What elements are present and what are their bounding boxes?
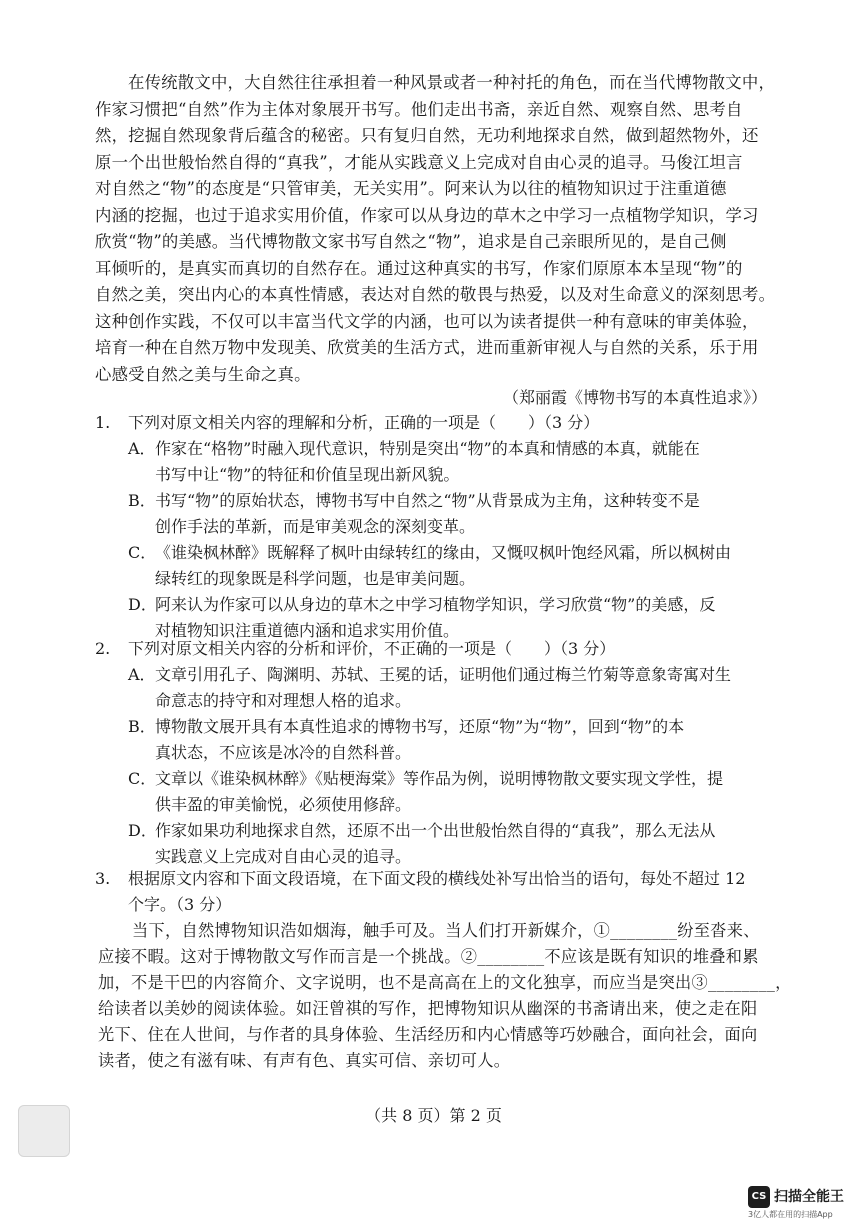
scanner-watermark [748, 1182, 858, 1222]
passage-line: 自然之美，突出内心的本真性情感，表达对自然的敬畏与热爱，以及对生命意义的深刻思考。 [95, 285, 776, 304]
option-text: 创作手法的革新，而是审美观念的深刻变革。 [155, 517, 476, 536]
option-label: B． [128, 491, 156, 510]
context-line: 读者，使之有滋有味、有声有色、真实可信、亲切可人。 [98, 1051, 511, 1070]
question-stem: 下列对原文相关内容的分析和评价，不正确的一项是（ ）（3 分） [128, 639, 616, 658]
passage-line: 心感受自然之美与生命之真。 [95, 364, 311, 384]
passage-line: 在传统散文中，大自然往往承担着一种风景或者一种衬托的角色，而在当代博物散文中， [128, 73, 776, 92]
watermark-subtitle: 3亿人都在用的扫描App [748, 1210, 833, 1219]
option-text: 博物散文展开具有本真性追求的博物书写，还原“物”为“物”，回到“物”的本 [155, 717, 685, 736]
context-line: 光下、住在人世间，与作者的具身体验、生活经历和内心情感等巧妙融合，面向社会，面向 [98, 1025, 758, 1044]
context-line: 加，不是干巴的内容简介、文字说明，也不是高高在上的文化独享，而应当是突出③________， [98, 973, 792, 992]
option-label: D． [128, 821, 157, 840]
passage-line: 这种创作实践，不仅可以丰富当代文学的内涵，也可以为读者提供一种有意味的审美体验， [95, 311, 759, 331]
option-label: C． [128, 769, 157, 788]
option-text: 作家在“格物”时融入现代意识，特别是突出“物”的本真和情感的本真，就能在 [155, 439, 700, 458]
option-label: C． [128, 543, 157, 562]
question-stem: 个字。（3 分） [128, 895, 232, 914]
option-text: 书写“物”的原始状态，博物书写中自然之“物”从背景成为主角，这种转变不是 [155, 491, 700, 510]
option-text: 实践意义上完成对自由心灵的追寻。 [155, 847, 412, 866]
passage-line: 原一个出世般怡然自得的“真我”，才能从实践意义上完成对自由心灵的追寻。马俊江坦言 [95, 152, 743, 172]
option-text: 阿来认为作家可以从身边的草木之中学习植物学知识，学习欣赏“物”的美感，反 [155, 595, 716, 614]
passage-line: 对自然之“物”的态度是“只管审美，无关实用”。阿来认为以往的植物知识过于注重道德 [95, 179, 727, 198]
option-label: B． [128, 717, 156, 736]
question-3-context [98, 918, 792, 1074]
option-text: 命意志的持守和对理想人格的追求。 [155, 691, 412, 710]
option-label: A． [128, 439, 156, 458]
question-number: 3. [95, 869, 111, 888]
option-label: A． [128, 665, 156, 684]
option-text: 文章引用孔子、陶渊明、苏轼、王冕的话，证明他们通过梅兰竹菊等意象寄寓对生 [155, 665, 732, 684]
passage-line: 内涵的挖掘，也过于追求实用价值，作家可以从身边的草木之中学习一点植物学知识，学习 [95, 205, 759, 225]
passage-line: 培育一种在自然万物中发现美、欣赏美的生活方式，进而重新审视人与自然的关系，乐于用 [95, 338, 759, 357]
question-number: 1. [95, 413, 111, 432]
question-stem: 根据原文内容和下面文段语境，在下面文段的横线处补写出恰当的语句，每处不超过 12 [128, 869, 746, 888]
question-number: 2. [95, 639, 111, 658]
passage-line: 然，挖掘自然现象背后蕴含的秘密。只有复归自然，无功利地探求自然，做到超然物外，还 [95, 126, 759, 145]
option-text: 对植物知识注重道德内涵和追求实用价值。 [155, 621, 460, 640]
passage-line: 作家习惯把“自然”作为主体对象展开书写。他们走出书斋，亲近自然、观察自然、思考自 [95, 99, 743, 119]
passage-line: 欣赏“物”的美感。当代博物散文家书写自然之“物”，追求是自己亲眼所见的，是自己侧 [95, 232, 727, 251]
option-text: 书写中让“物”的特征和价值呈现出新风貌。 [155, 465, 460, 484]
context-line: 应接不暇。这对于博物散文写作而言是一个挑战。②________不应该是既有知识的堆叠和累 [98, 947, 759, 966]
option-text: 供丰盈的审美愉悦，必须使用修辞。 [155, 795, 412, 814]
camscanner-logo-icon: CS [748, 1186, 770, 1208]
page-footer: （共 8 页）第 2 页 [365, 1106, 502, 1125]
passage-line: 耳倾听的，是真实而真切的自然存在。通过这种真实的书写，作家们原原本本呈现“物”的 [95, 258, 743, 278]
option-text: 真状态，不应该是冰冷的自然科普。 [155, 743, 412, 762]
option-label: D． [128, 595, 157, 614]
watermark-name: 扫描全能王 [774, 1189, 844, 1205]
option-text: 《谁染枫林醉》既解释了枫叶由绿转红的缘由，又慨叹枫叶饱经风霜，所以枫树由 [155, 543, 732, 562]
passage-source: （郑丽霞《博物书写的本真性追求》） [502, 388, 767, 407]
context-line: 给读者以美妙的阅读体验。如汪曾祺的写作，把博物知识从幽深的书斋请出来，使之走在阳 [98, 999, 758, 1018]
passage [95, 70, 780, 388]
option-text: 文章以《谁染枫林醉》《贴梗海棠》等作品为例，说明博物散文要实现文学性，提 [155, 769, 724, 788]
question-stem: 下列对原文相关内容的理解和分析，正确的一项是（ ）（3 分） [128, 413, 600, 432]
option-text: 绿转红的现象既是科学问题，也是审美问题。 [155, 569, 476, 588]
context-line: 当下，自然博物知识浩如烟海，触手可及。当人们打开新媒介，①________纷至沓来、 [132, 921, 760, 940]
option-text: 作家如果功利地探求自然，还原不出一个出世般怡然自得的“真我”，那么无法从 [155, 821, 716, 840]
